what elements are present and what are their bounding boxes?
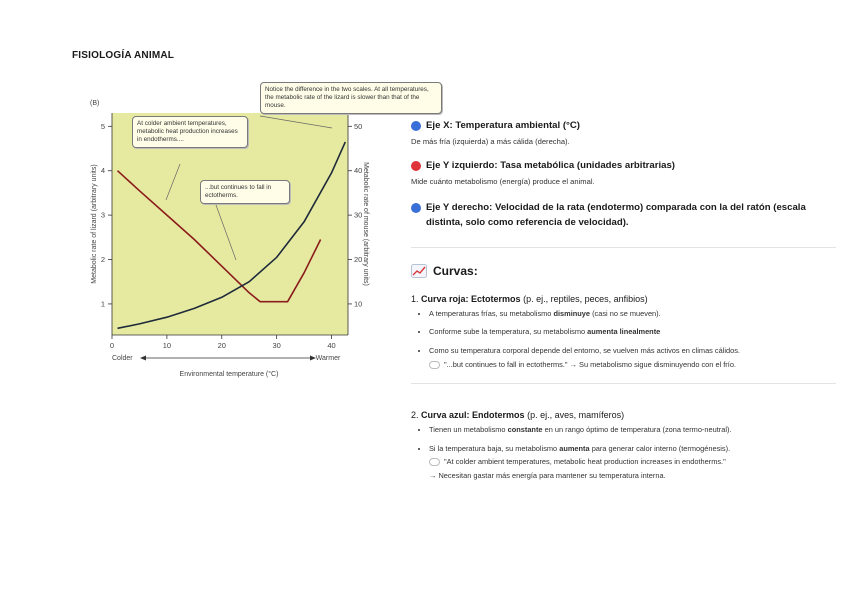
right-axis-label: Metabolic rate of mouse (arbitrary units)	[362, 162, 369, 286]
right-tick-label: 50	[354, 121, 363, 131]
x-tick-label: 0	[109, 341, 115, 350]
x-axis-description: De más fría (izquierda) a más cálida (derecha).	[411, 137, 570, 146]
left-tick-label: 1	[100, 299, 105, 309]
curve1-list	[411, 309, 836, 370]
list-item	[429, 425, 836, 435]
divider	[411, 247, 836, 248]
left-tick-label: 3	[100, 210, 105, 220]
left-tick-label: 5	[100, 121, 105, 131]
list-item-bold: aumenta linealmente	[587, 327, 661, 337]
right-tick-label: 40	[354, 166, 363, 176]
temperature-arrow-head-left	[140, 356, 146, 361]
right-tick-label: 30	[354, 210, 363, 220]
curve2-examples: (p. ej., aves, mamíferos)	[527, 410, 625, 421]
right-tick-label: 20	[354, 255, 363, 265]
list-item	[429, 444, 836, 481]
consequence-line: → Necesitan gastar más energía para mantener su temperatura interna.	[429, 471, 666, 481]
speech-bubble-icon	[429, 361, 440, 369]
curve2-heading	[411, 410, 836, 420]
list-item-text: Como su temperatura corporal depende del entorno, se vuelven más activos en climas cálidos.	[429, 345, 740, 355]
quote-text: "At colder ambient temperatures, metabolic heat production increases in endotherms."	[444, 457, 726, 467]
callout-ectotherm-text: ...but continues to fall in ectotherms.	[205, 184, 272, 199]
metabolic-rate-figure	[84, 80, 429, 390]
list-item-text: en un rango óptimo de temperatura (zona termo-neutral).	[542, 425, 732, 435]
blue-circle-icon	[411, 121, 421, 131]
curves-heading-text: Curvas:	[433, 263, 478, 278]
y-left-heading	[411, 160, 836, 171]
document-title: FISIOLOGÍA ANIMAL	[72, 50, 175, 61]
list-item-bold: constante	[507, 425, 543, 435]
speech-bubble-icon	[429, 458, 440, 466]
callout-endotherm-text: At colder ambient temperatures, metabolic heat production increases in endotherms....	[137, 120, 238, 143]
list-item-text: (casi no se mueven).	[590, 308, 661, 318]
x-tick-label: 30	[272, 341, 281, 350]
warmer-label: Warmer	[315, 355, 341, 362]
curves-heading	[411, 264, 836, 278]
callout-scales-text: Notice the difference in the two scales. At all temperatures, the metabolic rate of the lizard is slower than that of the mouse.	[265, 86, 429, 109]
blue-circle-icon	[411, 203, 421, 213]
list-item-text: A temperaturas frías, su metabolismo	[429, 308, 554, 318]
curve1-number: 1.	[411, 293, 419, 304]
x-tick-label: 10	[162, 341, 172, 350]
curve1-heading	[411, 294, 836, 304]
list-item-text: Tienen un metabolismo	[429, 425, 508, 435]
left-tick-label: 2	[100, 255, 105, 265]
left-tick-label: 4	[100, 166, 105, 176]
x-axis-heading-text: Eje X: Temperatura ambiental (°C)	[426, 120, 580, 131]
x-axis-heading	[411, 120, 836, 131]
curve2-list	[411, 425, 836, 481]
left-axis-label: Metabolic rate of lizard (arbitrary units)	[91, 164, 98, 284]
list-item	[429, 327, 836, 337]
y-right-heading-text: Eje Y derecho: Velocidad de la rata (endotermo) comparada con la del ratón (escala distinta, solo como referencia de velocidad).	[426, 202, 806, 229]
red-circle-icon	[411, 161, 421, 171]
callout-scales	[260, 82, 442, 114]
y-right-heading	[411, 200, 836, 231]
list-item-text: para generar calor interno (termogénesis).	[589, 443, 731, 453]
curve1-examples: (p. ej., reptiles, peces, anfibios)	[523, 293, 648, 304]
y-left-heading-text: Eje Y izquierdo: Tasa metabólica (unidades arbitrarias)	[426, 160, 675, 171]
callout-ectotherm	[200, 180, 290, 204]
x-axis-label: Environmental temperature (°C)	[179, 371, 279, 378]
divider	[411, 383, 836, 384]
colder-label: Colder	[112, 355, 133, 362]
list-item-text: Si la temperatura baja, su metabolismo	[429, 443, 560, 453]
curve1-name: Curva roja: Ectotermos	[421, 293, 521, 304]
quote-text: "...but continues to fall in ectotherms." → Su metabolismo sigue disminuyendo con el frío.	[444, 359, 736, 369]
curve2-number: 2.	[411, 410, 419, 421]
callout-endotherm	[132, 116, 248, 148]
chart-increasing-icon	[411, 264, 427, 278]
list-item	[429, 309, 836, 319]
list-item-text: Conforme sube la temperatura, su metabolismo	[429, 327, 588, 337]
panel-label: (B)	[90, 100, 100, 107]
x-tick-label: 20	[217, 341, 226, 350]
quote-line	[429, 360, 836, 370]
right-tick-label: 10	[354, 299, 363, 309]
x-tick-label: 40	[327, 341, 336, 350]
y-left-description: Mide cuánto metabolismo (energía) produce el animal.	[411, 177, 595, 186]
list-item-bold: aumenta	[559, 443, 590, 453]
quote-line	[429, 457, 836, 467]
explanation-column	[411, 120, 836, 490]
curve2-name: Curva azul: Endotermos	[421, 410, 525, 421]
list-item	[429, 346, 836, 369]
list-item-bold: disminuye	[553, 308, 591, 318]
